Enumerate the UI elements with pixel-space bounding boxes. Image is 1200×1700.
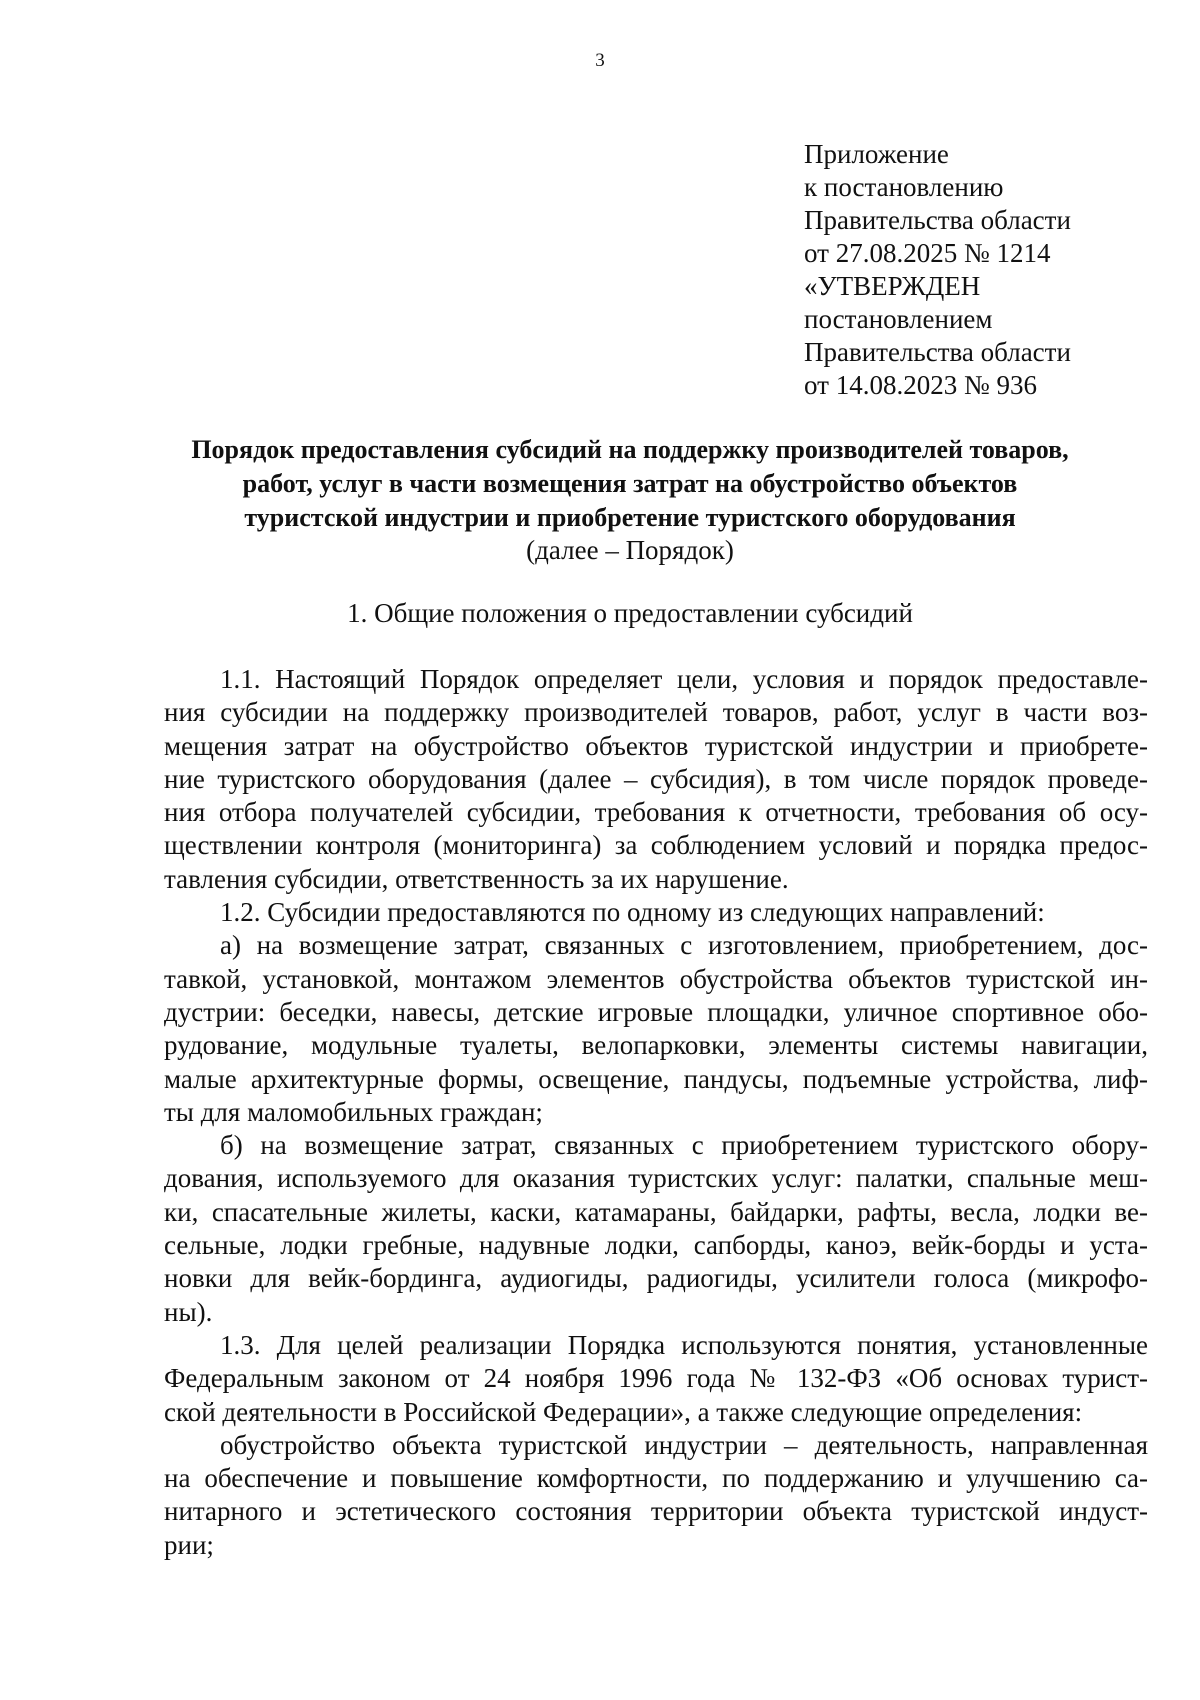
text-line: мещения затрат на обустройство объектов туристской индустрии и приобрете- — [164, 730, 1148, 761]
attachment-line: Правительства области — [804, 205, 1071, 235]
title-line: работ, услуг в части возмещения затрат на обустройство объектов — [242, 469, 1018, 498]
body-text — [164, 663, 1148, 1562]
text-line: ществлении контроля (мониторинга) за соблюдением условий и порядка предос- — [164, 830, 1148, 861]
text-line: рудование, модульные туалеты, велопарковки, элементы системы навигации, — [164, 1030, 1148, 1061]
text-line: на обеспечение и повышение комфортности, по поддержанию и улучшению са- — [164, 1463, 1148, 1494]
text-line: Федеральным законом от 24 ноября 1996 года № 132-ФЗ «Об основах турист- — [164, 1363, 1148, 1394]
paragraph-1-2-a — [164, 929, 1148, 1129]
text-line: ты для маломобильных граждан; — [164, 1096, 543, 1127]
text-line: ния субсидии на поддержку производителей товаров, работ, услуг в части воз- — [164, 697, 1148, 728]
attachment-line: «УТВЕРЖДЕН — [804, 271, 981, 301]
text-line: 1.1. Настоящий Порядок определяет цели, условия и порядок предоставле- — [220, 664, 1148, 694]
attachment-line: Приложение — [804, 139, 949, 169]
attachment-line: от 27.08.2025 № 1214 — [804, 238, 1051, 268]
paragraph-definition — [164, 1429, 1148, 1562]
text-line: а) на возмещение затрат, связанных с изготовлением, приобретением, дос- — [220, 930, 1148, 961]
text-line: тавления субсидии, ответственность за их нарушение. — [164, 863, 789, 894]
text-line: обустройство объекта туристской индустрии – деятельность, направленная — [220, 1429, 1148, 1460]
section-heading: 1. Общие положения о предоставлении субсидий — [347, 598, 913, 628]
text-line: б) на возмещение затрат, связанных с приобретением туристского обору- — [220, 1130, 1148, 1161]
attachment-line: постановлением — [804, 304, 993, 334]
paragraph-1-2-b — [164, 1129, 1148, 1329]
text-line: ние туристского оборудования (далее – субсидия), в том числе порядок проведе- — [164, 763, 1148, 794]
text-line: ской деятельности в Российской Федерации», а также следующие определения: — [164, 1396, 1083, 1427]
paragraph-1-1 — [164, 663, 1148, 896]
text-line: ны). — [164, 1296, 213, 1327]
document-title — [120, 433, 1140, 535]
paragraph-1-3 — [164, 1329, 1148, 1429]
title-line: Порядок предоставления субсидий на поддержку производителей товаров, — [191, 435, 1069, 464]
text-line: дустрии: беседки, навесы, детские игровые площадки, уличное спортивное обо- — [164, 996, 1148, 1027]
text-line: сельные, лодки гребные, надувные лодки, сапборды, каноэ, вейк-борды и уста- — [164, 1230, 1148, 1261]
paragraph-1-2 — [164, 896, 1148, 929]
attachment-line: к постановлению — [804, 172, 1004, 202]
text-line: ки, спасательные жилеты, каски, катамараны, байдарки, рафты, весла, лодки ве- — [164, 1196, 1148, 1227]
page-number: 3 — [595, 50, 605, 71]
text-line: ния отбора получателей субсидии, требования к отчетности, требования об осу- — [164, 797, 1148, 828]
text-line: рии; — [164, 1529, 214, 1560]
text-line: дования, используемого для оказания туристских услуг: палатки, спальные меш- — [164, 1163, 1148, 1194]
text-line: новки для вейк-бординга, аудиогиды, радиогиды, усилители голоса (микрофо- — [164, 1263, 1148, 1294]
document-subtitle: (далее – Порядок) — [526, 535, 734, 565]
attachment-line: Правительства области — [804, 337, 1071, 367]
attachment-block — [804, 138, 1164, 402]
title-line: туристской индустрии и приобретение туристского оборудования — [244, 503, 1016, 532]
text-line: 1.3. Для целей реализации Порядка используются понятия, установленные — [220, 1329, 1148, 1360]
text-line: малые архитектурные формы, освещение, пандусы, подъемные устройства, лиф- — [164, 1063, 1148, 1094]
attachment-line: от 14.08.2023 № 936 — [804, 370, 1037, 400]
text-line: тавкой, установкой, монтажом элементов обустройства объектов туристской ин- — [164, 963, 1148, 994]
text-line: 1.2. Субсидии предоставляются по одному из следующих направлений: — [220, 897, 1045, 928]
text-line: нитарного и эстетического состояния территории объекта туристской индуст- — [164, 1496, 1148, 1527]
